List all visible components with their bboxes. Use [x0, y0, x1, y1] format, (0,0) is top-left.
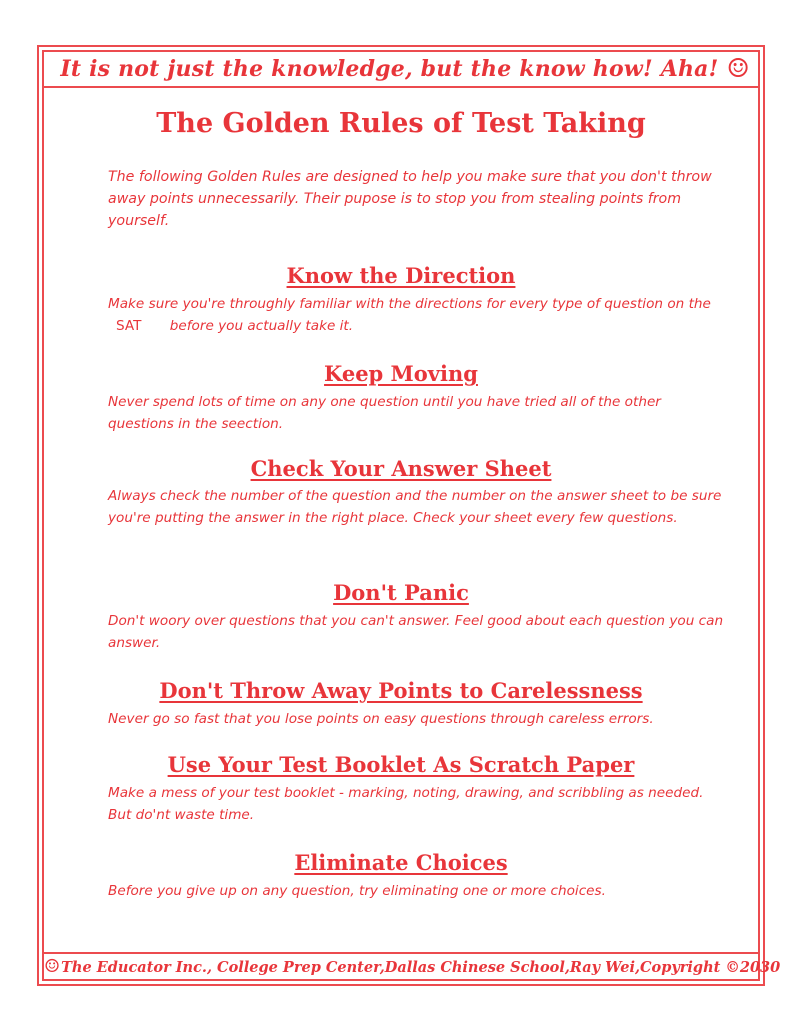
intro-paragraph: The following Golden Rules are designed to help you make sure that you don't throw away points unnecessarily. Their pupose is to stop you from stealing points from yourself.	[108, 169, 712, 229]
section-body-check-answer-sheet: Always check the number of the question and the number on the answer sheet to be sure you're putting the answer in the right place. Check your sheet every few questions.	[108, 488, 722, 526]
smiley-face-icon: ☺	[726, 54, 750, 84]
section-heading-dont-throw-away-points: Don't Throw Away Points to Carelessness	[159, 678, 643, 703]
sat-emphasis: SAT	[116, 318, 142, 334]
motto-text: It is not just the knowledge, but the know how! Aha!	[60, 56, 719, 82]
footer-divider	[42, 952, 760, 954]
page-title: The Golden Rules of Test Taking	[156, 108, 646, 139]
header-divider	[42, 86, 760, 88]
section-body-dont-panic: Don't woory over questions that you can't answer. Feel good about each question you can answer.	[108, 613, 724, 651]
header-motto	[42, 52, 760, 86]
section-heading-know-the-direction: Know the Direction	[286, 263, 516, 288]
section-heading-keep-moving: Keep Moving	[324, 361, 478, 386]
section-body-know-the-direction: Make sure you're throughly familiar with the directions for every type of question on the SAT before you actually take it.	[108, 296, 711, 334]
footer-credits	[44, 955, 781, 979]
smiley-face-icon: ☺	[44, 956, 61, 977]
section-body-dont-throw-away-points: Never go so fast that you lose points on easy questions through careless errors.	[108, 711, 654, 727]
section-body-eliminate-choices: Before you give up on any question, try eliminating one or more choices.	[108, 883, 606, 899]
section-heading-dont-panic: Don't Panic	[333, 580, 469, 605]
section-heading-eliminate-choices: Eliminate Choices	[294, 850, 508, 875]
section-heading-use-test-booklet: Use Your Test Booklet As Scratch Paper	[167, 752, 635, 777]
section-body-keep-moving: Never spend lots of time on any one question until you have tried all of the other questions in the seection.	[108, 394, 661, 432]
footer-text: The Educator Inc., College Prep Center,Dallas Chinese School,Ray Wei,Copyright ©2030	[61, 958, 781, 976]
section-body-use-test-booklet: Make a mess of your test booklet - marking, noting, drawing, and scribbling as needed. But do'nt waste time.	[108, 785, 704, 823]
section-heading-check-answer-sheet: Check Your Answer Sheet	[250, 456, 552, 481]
